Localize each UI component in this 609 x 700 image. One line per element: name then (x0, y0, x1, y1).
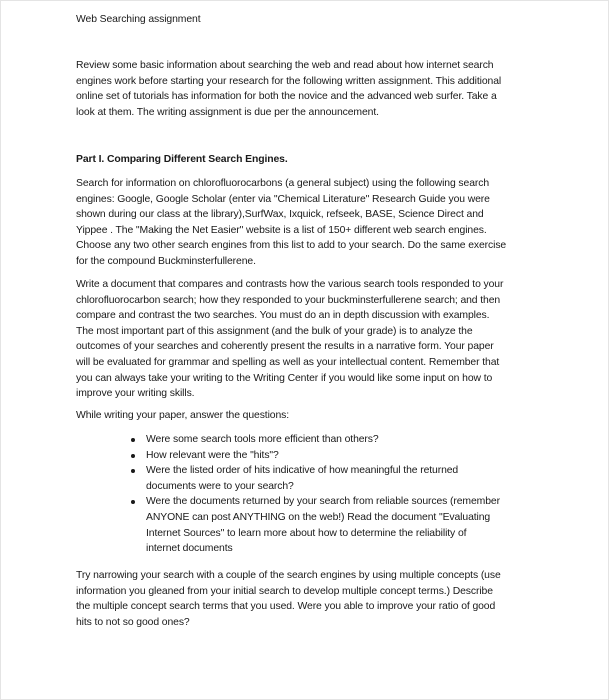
text-line: improve your writing skills. (76, 388, 195, 400)
text-line: Choose any two other search engines from this list to add to your search. Do the same exercise (76, 240, 507, 252)
closing-paragraph (76, 568, 501, 630)
text-line: chlorofluorocarbon search; how they responded to your buckminsterfullerene search; and then (76, 294, 501, 306)
text-line: for the compound Buckminsterfullerene. (76, 255, 256, 267)
text-line: engines work before starting your research for the following written assignment. This additional (76, 75, 502, 87)
text-line: Try narrowing your search with a couple of the search engines by using multiple concepts (use (76, 570, 501, 581)
bullet-icon (131, 454, 135, 458)
text-line: hits to not so good ones? (76, 616, 190, 628)
text-line: outcomes of your searches and coherently present the results in a narrative form. Your paper (76, 341, 494, 353)
questions-intro: While writing your paper, answer the questions: (76, 410, 290, 421)
bullet-icon (131, 500, 135, 504)
question-line: ANYONE can post ANYTHING on the web!) Read the document "Evaluating (146, 511, 491, 523)
question-line: Were the documents returned by your search from reliable sources (remember (146, 496, 500, 508)
text-line: Yippee . The "Making the Net Easier" website is a list of 150+ different web search engines. (76, 224, 487, 236)
question-item (131, 432, 500, 448)
text-line: Write a document that compares and contrasts how the various search tools responded to your (76, 279, 504, 290)
question-item (131, 448, 500, 464)
question-line: internet documents (146, 543, 233, 555)
questions-list (131, 432, 500, 557)
bullet-icon (131, 469, 135, 473)
question-line: Were the listed order of hits indicative of how meaningful the returned (146, 465, 459, 477)
text-line: engines: Google, Google Scholar (enter via "Chemical Literature" Research Guide you were (76, 193, 490, 205)
intro-paragraph (76, 58, 501, 120)
question-line: Internet Sources" to learn more about how to determine the reliability of (146, 527, 467, 539)
text-line: shown during our class at the library),SurfWax, Ixquick, refseek, BASE, Science Direct and (76, 209, 484, 221)
question-line: documents were to your search? (146, 480, 294, 492)
part1-heading: Part I. Comparing Different Search Engines. (76, 154, 288, 165)
part1-search-paragraph (76, 176, 506, 270)
text-line: compare and contrast the two searches. You must do an in depth discussion with examples. (76, 310, 490, 322)
text-line: information you gleaned from your initial search to develop multiple concept terms.) Describe (76, 585, 493, 597)
question-item (131, 463, 500, 494)
document-title: Web Searching assignment (76, 14, 201, 25)
text-line: look at them. The writing assignment is due per the announcement. (76, 106, 379, 118)
text-line: will be evaluated for grammar and spelling as well as your intellectual content. Remember that (76, 356, 500, 368)
text-line: The most important part of this assignment (and the bulk of your grade) is to analyze the (76, 325, 473, 337)
question-line: Were some search tools more efficient than others? (146, 434, 379, 445)
question-line: How relevant were the "hits"? (146, 449, 279, 461)
text-line: you can always take your writing to the Writing Center if you would like some input on how to (76, 372, 493, 384)
part1-write-paragraph (76, 277, 503, 402)
text-line: online set of tutorials has information for both the novice and the advanced web surfer. Take a (76, 91, 497, 103)
bullet-icon (131, 438, 135, 442)
text-line: the multiple concept search terms that you used. Were you able to improve your ratio of good (76, 601, 496, 613)
text-line: Review some basic information about searching the web and read about how internet search (76, 60, 494, 71)
text-line: Search for information on chlorofluorocarbons (a general subject) using the following search (76, 178, 490, 189)
question-item (131, 494, 500, 556)
